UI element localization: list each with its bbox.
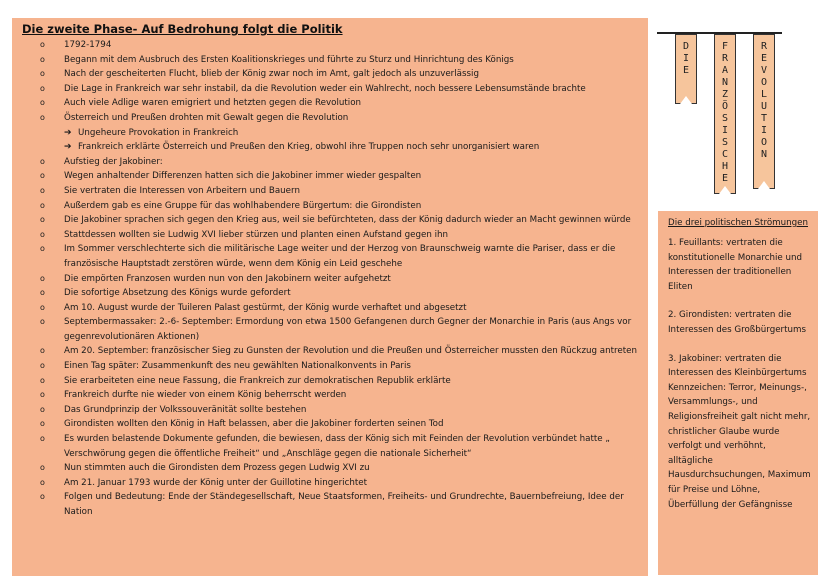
list-item: [20, 403, 640, 418]
bullet-icon: o: [40, 317, 45, 327]
list-item: [20, 169, 640, 184]
list-item-text: Septembermassaker: 2.-6- September: Ermordung von etwa 1500 Gefangenen durch Gegner der Monarchie in Paris (aus Angs vor gegenrevolutionären Aktionen): [64, 317, 632, 342]
arrow-item: [20, 126, 640, 141]
list-item-text: Sie erarbeiteten eine neue Fassung, die Frankreich zur demokratischen Republik erklärte: [64, 375, 451, 386]
bullet-icon: o: [40, 40, 45, 49]
arrow-icon: ➔: [64, 127, 72, 138]
list-item: [20, 96, 640, 111]
list-item-text: Am 21. Januar 1793 wurde der König unter der Guillotine hingerichtet: [64, 477, 368, 488]
bullet-icon: o: [40, 390, 45, 400]
bullet-icon: o: [40, 215, 45, 225]
list-item-text: Die Lage in Frankreich war sehr instabil, da die Revolution weder ein Wahlrecht, noch bessere Lebensumstände brachte: [64, 83, 586, 94]
list-item-text: Girondisten wollten den König in Haft belassen, aber die Jakobiner forderten seinen Tod: [64, 419, 444, 430]
banner-letter: O: [760, 137, 768, 148]
bullet-icon: o: [40, 419, 45, 429]
banner-notch: [680, 96, 692, 104]
list-item-text: Folgen und Bedeutung: Ende der Ständegesellschaft, Neue Staatsformen, Freiheits- und Grundrechte, Bauernbefreiung, Idee der Nation: [64, 492, 624, 517]
list-item: [20, 490, 640, 519]
notes-list: [20, 38, 640, 520]
list-item: [20, 301, 640, 316]
bullet-icon: o: [40, 302, 45, 312]
banner-letter: I: [682, 53, 690, 64]
bullet-icon: o: [40, 434, 45, 444]
list-item-text: Auch viele Adlige waren emigriert und hetzten gegen die Revolution: [64, 98, 362, 109]
bullet-icon: o: [40, 229, 45, 239]
bullet-icon: o: [40, 361, 45, 371]
bullet-icon: o: [40, 492, 45, 502]
list-item: [20, 272, 640, 287]
list-item: [20, 111, 640, 126]
list-item: [20, 286, 640, 301]
list-item: [20, 228, 640, 243]
list-item-text: Einen Tag später: Zusammenkunft des neu gewählten Nationalkonvents in Paris: [64, 361, 411, 372]
list-item: [20, 199, 640, 214]
banner-letter: D: [682, 41, 690, 52]
list-item-text: Frankreich durfte nie wieder von einem König beherrscht werden: [64, 390, 347, 401]
list-item: [20, 184, 640, 199]
banner-letter: E: [760, 53, 768, 64]
list-item-text: Aufstieg der Jakobiner:: [64, 156, 163, 167]
side-paragraph-jakobiner: 3. Jakobiner: vertraten die Interessen des Kleinbürgertums Kennzeichen: Terror, Meinungs-, Versammlungs-, und Religionsfreiheit galt nicht mehr, christlicher Glaube wurde verfolgt und verhöhnt, alltägliche Hausdurchsuchungen, Maximum für Preise und Löhne, Überfüllung der Gefängnisse: [668, 353, 811, 510]
list-item: [20, 476, 640, 491]
bullet-icon: o: [40, 346, 45, 356]
banner-letter: T: [760, 113, 768, 124]
banner-letter: F: [721, 41, 729, 52]
side-title: Die drei politischen Strömungen: [668, 218, 808, 228]
list-item: [20, 359, 640, 374]
bullet-icon: o: [40, 244, 45, 254]
list-item-text: Ungeheure Provokation in Frankreich: [78, 127, 239, 138]
banner-revolution: [753, 34, 775, 189]
side-paragraph-girondisten: 2. Girondisten: vertraten die Interessen des Großbürgertums: [668, 310, 807, 335]
list-item-text: Die sofortige Absetzung des Königs wurde gefordert: [64, 288, 291, 299]
banner-letter: O: [760, 77, 768, 88]
list-item: [20, 213, 640, 228]
list-item: [20, 242, 640, 271]
banner-letter: L: [760, 89, 768, 100]
banner-letter: E: [682, 65, 690, 76]
notes-panel: [12, 18, 648, 576]
banner-notch: [758, 181, 770, 189]
bullet-icon: o: [40, 200, 45, 210]
banner-letter: Z: [721, 89, 729, 100]
banner-letter: C: [721, 149, 729, 160]
list-item-text: Stattdessen wollten sie Ludwig XVI lieber stürzen und planten einen Aufstand gegen ihn: [64, 229, 449, 240]
banner-letter: N: [760, 149, 768, 160]
banner-letter: U: [760, 101, 768, 112]
list-item-text: Sie vertraten die Interessen von Arbeitern und Bauern: [64, 185, 300, 196]
list-item: [20, 67, 640, 82]
bullet-icon: o: [40, 156, 45, 166]
list-item-text: Am 10. August wurde der Tuileren Palast gestürmt, der König wurde verhaftet und abgesetzt: [64, 302, 467, 313]
side-panel: [658, 211, 818, 575]
bullet-icon: o: [40, 404, 45, 414]
list-item-text: Wegen anhaltender Differenzen hatten sich die Jakobiner immer wieder gespalten: [64, 171, 422, 182]
list-item: [20, 432, 640, 461]
list-item: [20, 53, 640, 68]
bullet-icon: o: [40, 69, 45, 79]
list-item-text: Begann mit dem Ausbruch des Ersten Koalitionskrieges und führte zu Sturz und Hinrichtung des Königs: [64, 54, 514, 65]
list-item-text: Am 20. September: französischer Sieg zu Gunsten der Revolution und die Preußen und Österreicher mussten den Rückzug antreten: [64, 346, 638, 357]
bullet-icon: o: [40, 112, 45, 122]
banner-letter: S: [721, 137, 729, 148]
banner-letter: R: [760, 41, 768, 52]
list-item-text: Die Jakobiner sprachen sich gegen den Krieg aus, weil sie befürchteten, dass der König dadurch wieder an Macht gewinnen würde: [64, 215, 631, 226]
list-item: [20, 155, 640, 170]
bullet-icon: o: [40, 98, 45, 108]
list-item: [20, 374, 640, 389]
banner-letter: Ö: [721, 101, 729, 112]
list-item-text: Im Sommer verschlechterte sich die militärische Lage weiter und der Herzog von Braunschweig warnte die Pariser, dass er die französische Hauptstadt zerstören würde, wenn dem König ein Leid geschehe: [64, 244, 616, 269]
list-item: [20, 38, 640, 53]
bullet-icon: o: [40, 288, 45, 298]
arrow-icon: ➔: [64, 142, 72, 153]
banner-letter: N: [721, 77, 729, 88]
bullet-icon: o: [40, 477, 45, 487]
bullet-icon: o: [40, 375, 45, 385]
side-paragraph-feuillants: 1. Feuillants: vertraten die konstitutionelle Monarchie und Interessen der traditionellen Eliten: [668, 238, 803, 292]
list-item-text: Nun stimmten auch die Girondisten dem Prozess gegen Ludwig XVI zu: [64, 463, 370, 474]
arrow-item: [20, 140, 640, 155]
page-title: Die zweite Phase- Auf Bedrohung folgt die Politik: [22, 22, 343, 36]
bullet-icon: o: [40, 463, 45, 473]
banner-notch: [719, 186, 731, 194]
list-item-text: Nach der gescheiterten Flucht, blieb der König zwar noch im Amt, galt jedoch als unzuverlässig: [64, 69, 479, 80]
list-item: [20, 315, 640, 344]
bullet-icon: o: [40, 171, 45, 181]
list-item: [20, 417, 640, 432]
banner-letter: I: [760, 125, 768, 136]
banner-letter: E: [721, 173, 729, 184]
list-item: [20, 388, 640, 403]
list-item-text: Außerdem gab es eine Gruppe für das wohlhabendere Bürgertum: die Girondisten: [64, 200, 422, 211]
bullet-icon: o: [40, 83, 45, 93]
list-item: [20, 344, 640, 359]
banner-letter: I: [721, 125, 729, 136]
list-item-text: Frankreich erklärte Österreich und Preußen den Krieg, obwohl ihre Truppen noch sehr unorganisiert waren: [78, 142, 540, 153]
list-item-text: Das Grundprinzip der Volkssouveränität sollte bestehen: [64, 404, 307, 415]
bullet-icon: o: [40, 273, 45, 283]
banner-letter: S: [721, 113, 729, 124]
banner-letter: V: [760, 65, 768, 76]
list-item-text: Österreich und Preußen drohten mit Gewalt gegen die Revolution: [64, 112, 349, 123]
bullet-icon: o: [40, 54, 45, 64]
banner-letter: H: [721, 161, 729, 172]
list-item: [20, 461, 640, 476]
list-item: [20, 82, 640, 97]
bullet-icon: o: [40, 185, 45, 195]
list-item-text: Die empörten Franzosen wurden nun von den Jakobinern weiter aufgehetzt: [64, 273, 391, 284]
title-banners: [655, 18, 820, 208]
banner-franzoesische: [714, 34, 736, 194]
banner-letter: A: [721, 65, 729, 76]
banner-die: [675, 34, 697, 104]
list-item-text: 1792-1794: [64, 40, 112, 50]
list-item-text: Es wurden belastende Dokumente gefunden, die bewiesen, dass der König sich mit Feinden der Revolution verbündet hatte „ Verschwörung gegen die öffentliche Freiheit“ und „Anschläge gegen die nationale Sicherheit“: [64, 434, 610, 459]
banner-letter: R: [721, 53, 729, 64]
